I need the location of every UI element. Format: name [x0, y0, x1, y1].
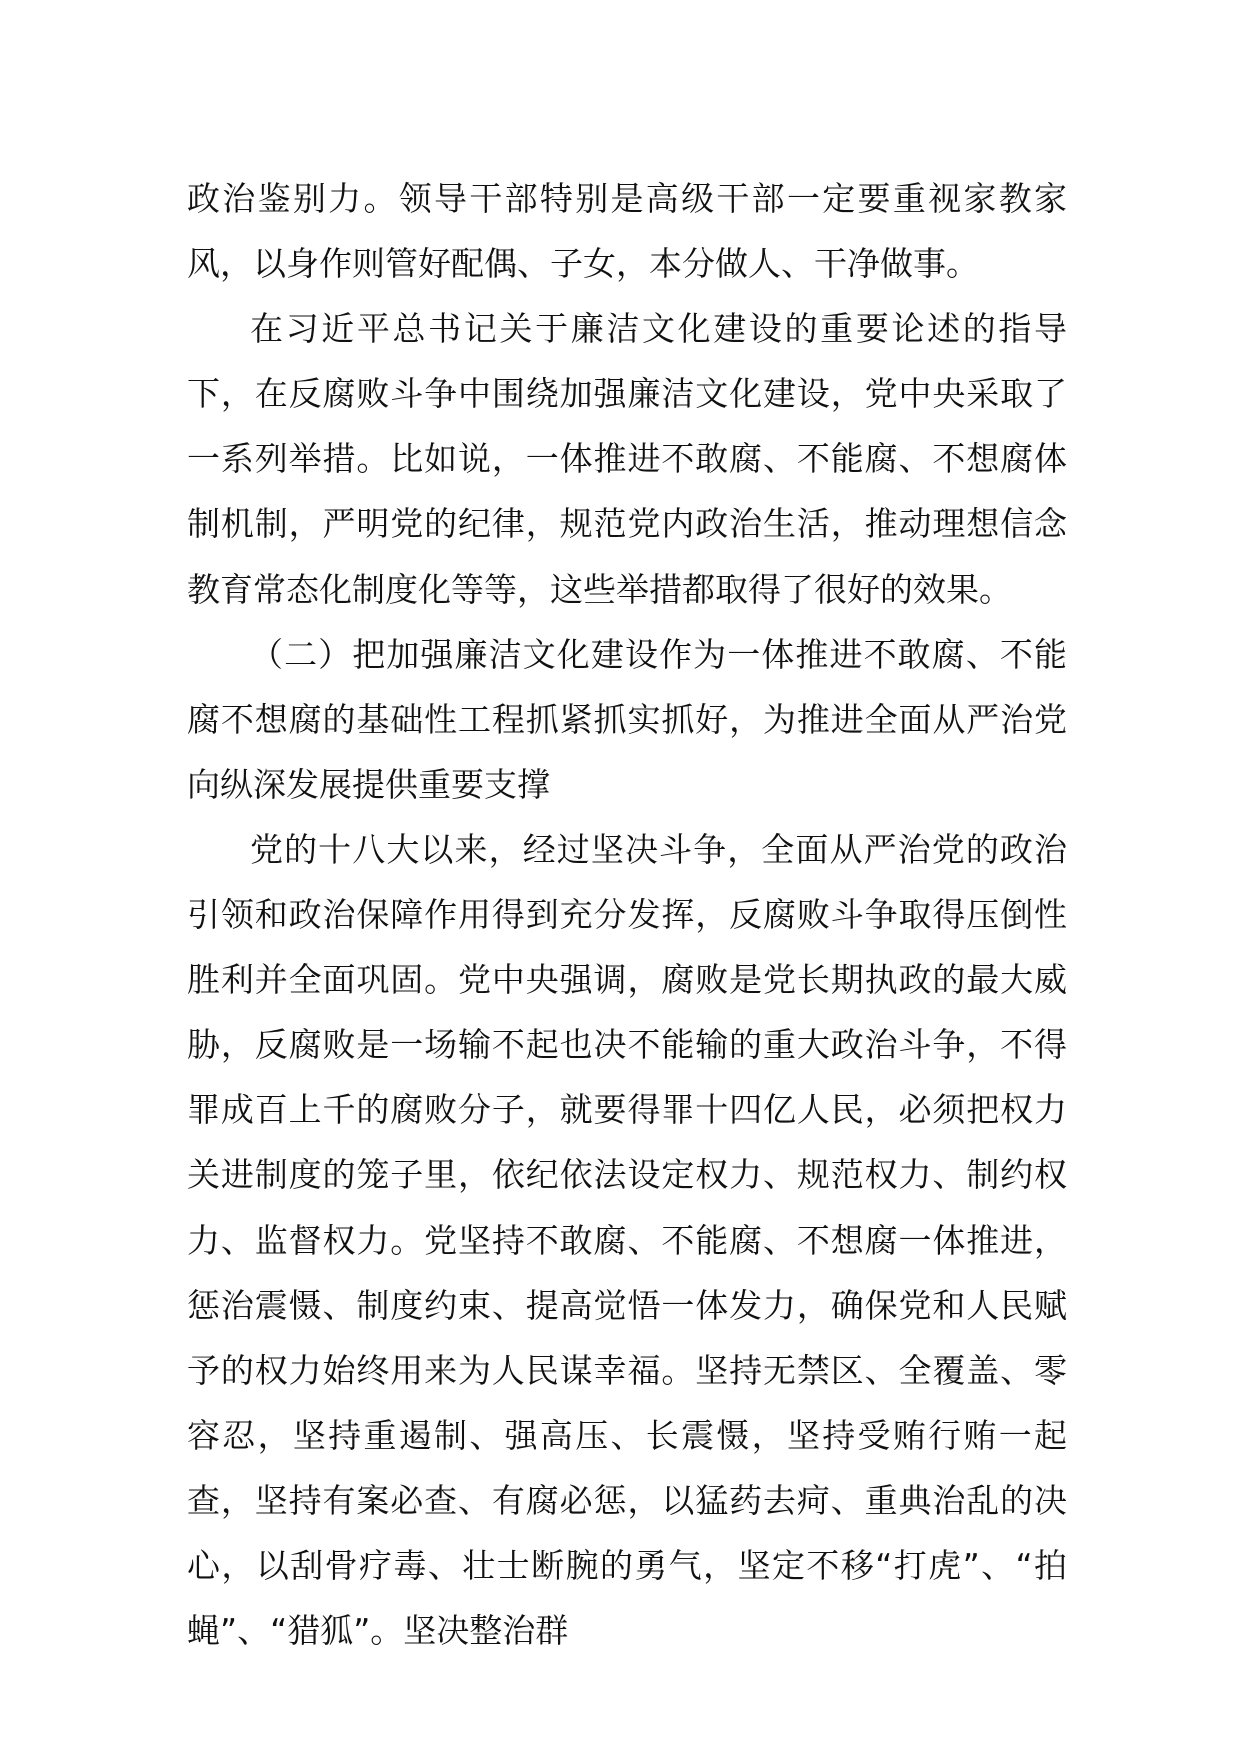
body-text	[187, 166, 1067, 1663]
paragraph-guidance: 在习近平总书记关于廉洁文化建设的重要论述的指导下，在反腐败斗争中围绕加强廉洁文化建设，党中央采取了一系列举措。比如说，一体推进不敢腐、不能腐、不想腐体制机制，严明党的纪律，规范党内政治生活，推动理想信念教育常态化制度化等等，这些举措都取得了很好的效果。	[187, 309, 1067, 609]
paragraph-since-18th-congress: 党的十八大以来，经过坚决斗争，全面从严治党的政治引领和政治保障作用得到充分发挥，反腐败斗争取得压倒性胜利并全面巩固。党中央强调，腐败是党长期执政的最大威胁，反腐败是一场输不起也决不能输的重大政治斗争，不得罪成百上千的腐败分子，就要得罪十四亿人民，必须把权力关进制度的笼子里，依纪依法设定权力、规范权力、制约权力、监督权力。党坚持不敢腐、不能腐、不想腐一体推进，惩治震慑、制度约束、提高觉悟一体发力，确保党和人民赋予的权力始终用来为人民谋幸福。坚持无禁区、全覆盖、零容忍，坚持重遏制、强高压、长震慑，坚持受贿行贿一起查，坚持有案必查、有腐必惩，以猛药去疴、重典治乱的决心，以刮骨疗毒、壮士断腕的勇气，坚定不移“打虎”、“拍蝇”、“猎狐”。坚决整治群	[187, 829, 1067, 1651]
paragraph-continuation: 政治鉴别力。领导干部特别是高级干部一定要重视家教家风，以身作则管好配偶、子女，本分做人、干净做事。	[187, 179, 1067, 284]
section-heading-2: （二）把加强廉洁文化建设作为一体推进不敢腐、不能腐不想腐的基础性工程抓紧抓实抓好，为推进全面从严治党向纵深发展提供重要支撑	[187, 634, 1067, 804]
